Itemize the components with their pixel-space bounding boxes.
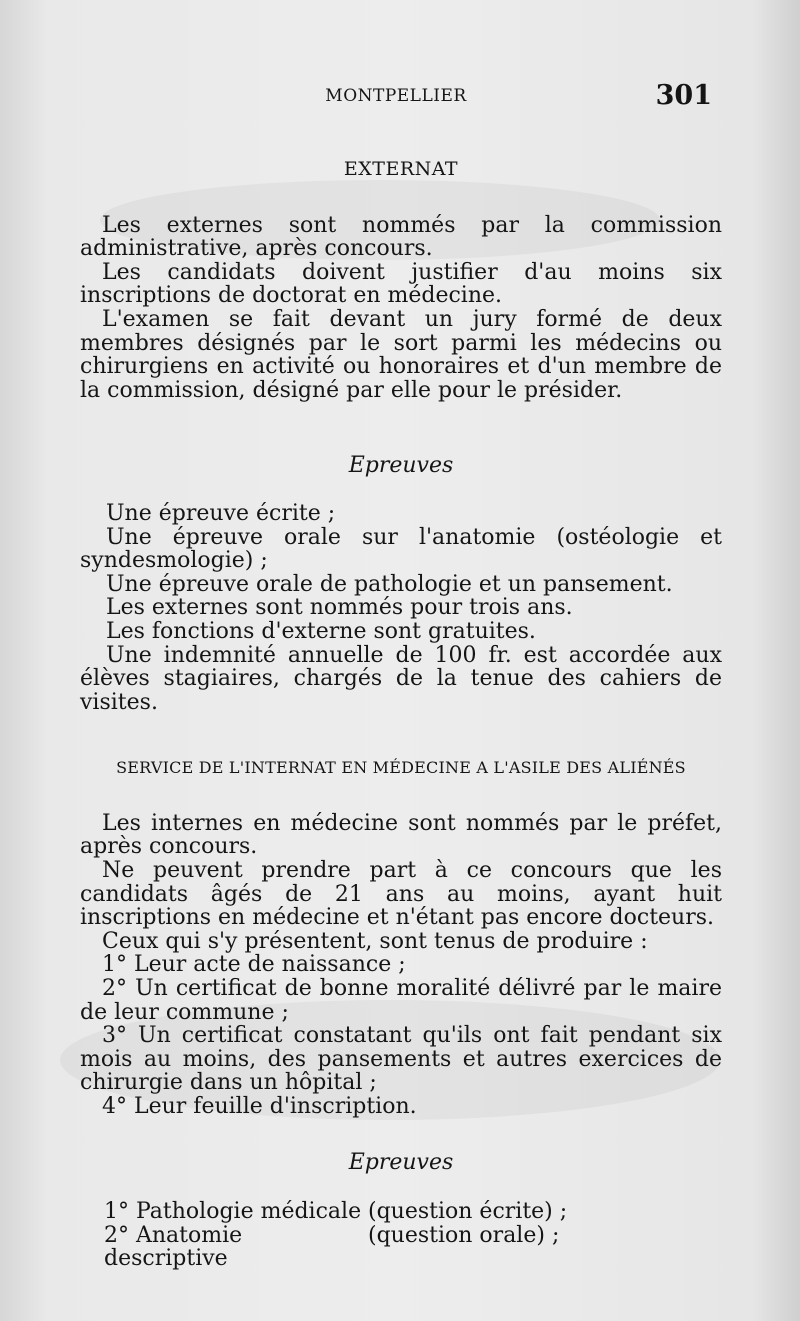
- paragraph: Les externes sont nommés par la commission administrative, après concours.: [80, 212, 722, 262]
- epreuve-row: [80, 1200, 722, 1224]
- page-text: [80, 158, 722, 1271]
- paragraph: L'examen se fait devant un jury formé de deux membres désignés par le sort parmi les médecins ou chirurgiens en activité ou honoraires et d'un membre de la commission, désigné par elle pour le présider.: [80, 306, 722, 403]
- list-item: Une épreuve orale sur l'anatomie (ostéologie et syndesmologie) ;: [80, 524, 722, 574]
- page-header: [80, 82, 712, 112]
- list-item: 4° Leur feuille d'inscription.: [102, 1094, 417, 1119]
- subheading-epreuves: Epreuves: [348, 453, 454, 479]
- list-item: 1° Leur acte de naissance ;: [102, 952, 406, 978]
- running-head: MONTPELLIER: [325, 86, 467, 106]
- list-item: Une épreuve écrite ;: [106, 500, 336, 526]
- list-item: Une épreuve orale de pathologie et un pansement.: [106, 571, 673, 597]
- paragraph: Les internes en médecine sont nommés par le préfet, après concours.: [80, 810, 722, 860]
- epreuve-row: [80, 1224, 722, 1271]
- list-item: 3° Un certificat constatant qu'ils ont fait pendant six mois au moins, des pansements et autres exercices de chirurgie dans un hôpital ;: [80, 1023, 722, 1096]
- epreuve-subject: 2° Anatomie descriptive: [104, 1222, 243, 1272]
- epreuve-mode: (question écrite) ;: [368, 1199, 568, 1225]
- section-heading-internat: SERVICE DE L'INTERNAT EN MÉDECINE A L'ASILE DES ALIÉNÉS: [116, 758, 686, 778]
- section-heading-externat: EXTERNAT: [343, 158, 459, 180]
- epreuve-subject: 1° Pathologie médicale: [104, 1199, 362, 1225]
- epreuve-mode: (question orale) ;: [368, 1222, 560, 1248]
- paragraph: Ceux qui s'y présentent, sont tenus de produire :: [102, 928, 648, 954]
- paragraph: Les candidats doivent justifier d'au moins six inscriptions de doctorat en médecine.: [80, 259, 722, 309]
- list-item: Les fonctions d'externe sont gratuites.: [106, 618, 536, 644]
- list-item: Une indemnité annuelle de 100 fr. est accordée aux élèves stagiaires, chargés de la tenue des cahiers de visites.: [80, 642, 722, 715]
- list-item: Les externes sont nommés pour trois ans.: [106, 595, 573, 621]
- paragraph: Ne peuvent prendre part à ce concours que les candidats âgés de 21 ans au moins, ayant huit inscriptions en médecine et n'étant pas encore docteurs.: [80, 858, 722, 931]
- page-number: 301: [655, 80, 712, 111]
- list-item: 2° Un certificat de bonne moralité délivré par le maire de leur commune ;: [80, 976, 722, 1025]
- subheading-epreuves: Epreuves: [348, 1149, 454, 1175]
